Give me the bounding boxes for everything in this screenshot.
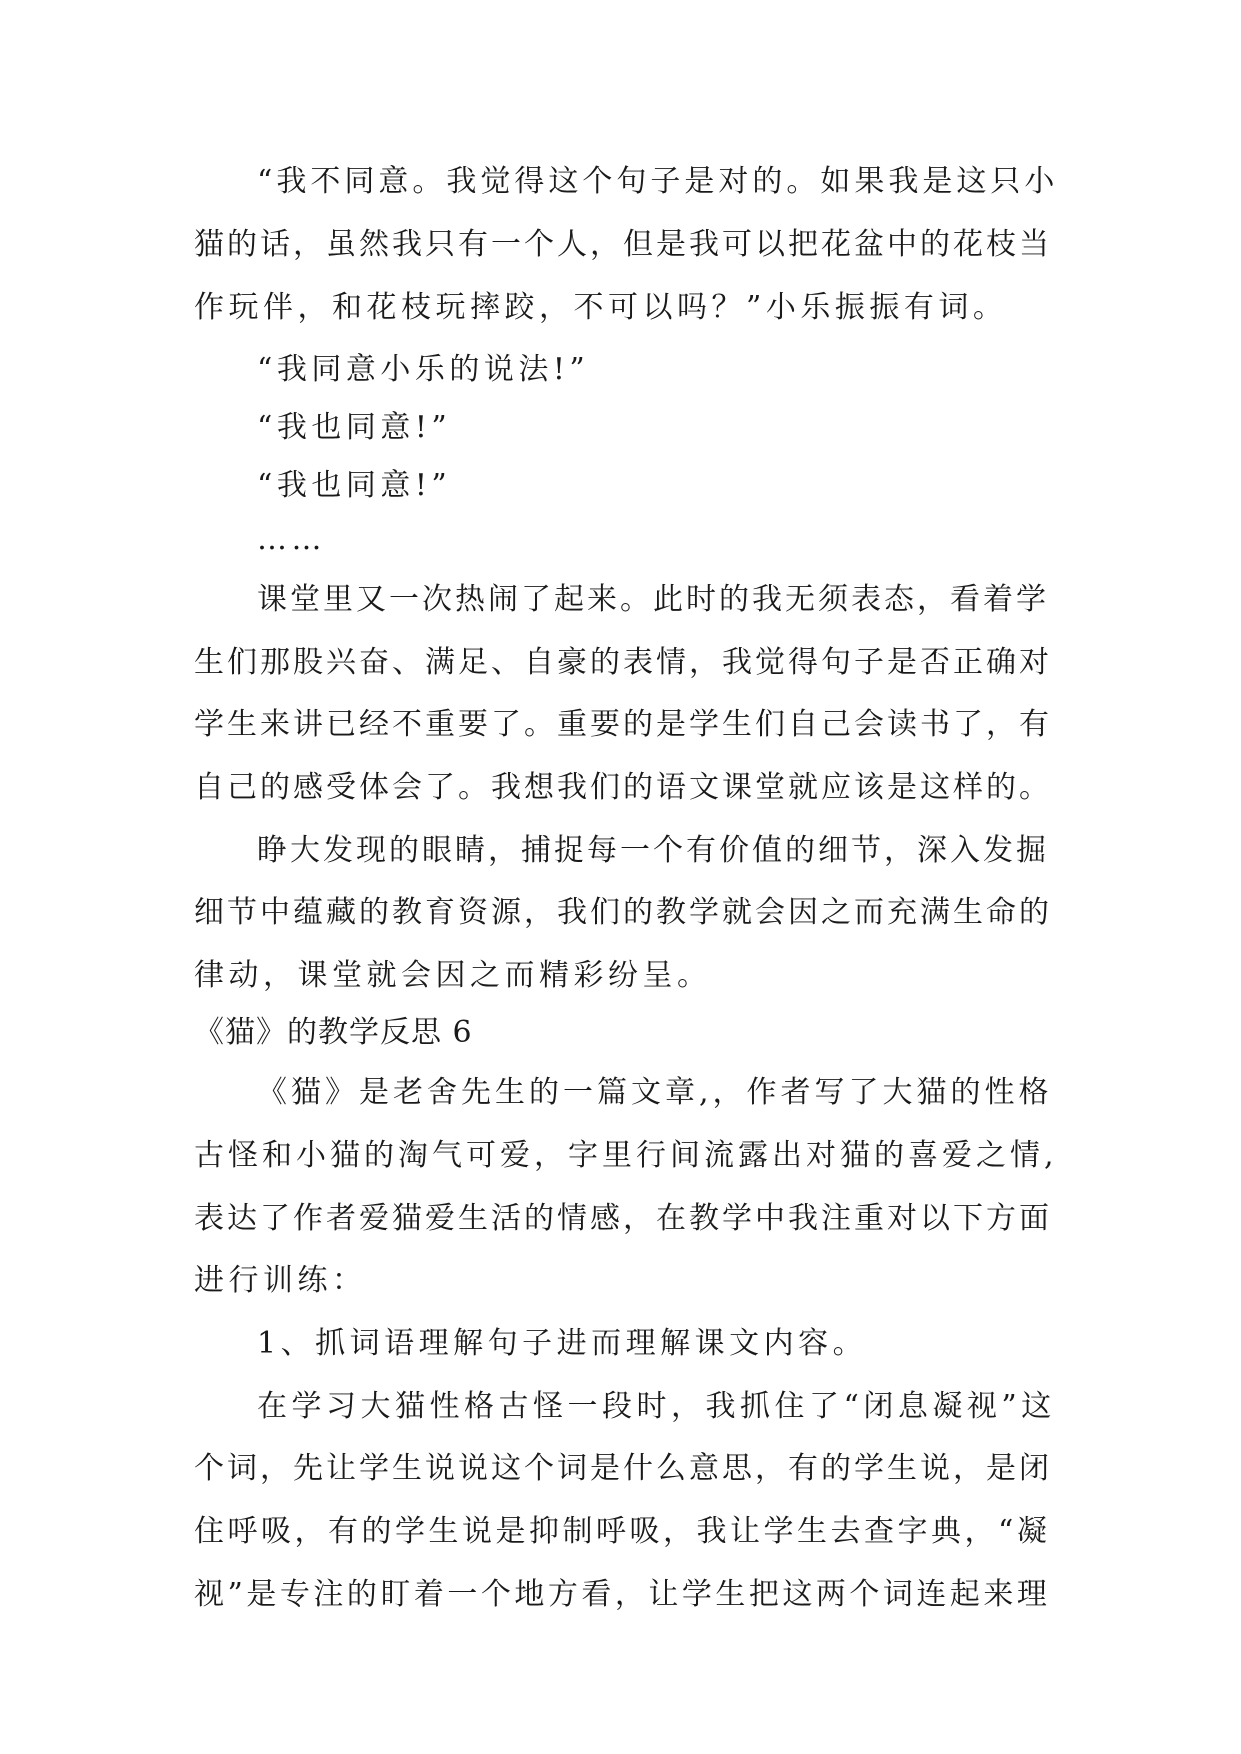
ellipsis-line: ……: [257, 522, 326, 557]
paragraph-line: 学生来讲已经不重要了。重要的是学生们自己会读书了，有: [194, 707, 1052, 742]
paragraph-line: 个词，先让学生说说这个词是什么意思，有的学生说，是闭: [194, 1451, 1052, 1486]
paragraph-line: 表达了作者爱猫爱生活的情感，在教学中我注重对以下方面: [194, 1201, 1052, 1236]
dialogue-line: “我也同意!”: [257, 410, 452, 445]
paragraph-line: 生们那股兴奋、满足、自豪的表情，我觉得句子是否正确对: [194, 645, 1052, 680]
dialogue-line: “我同意小乐的说法!”: [257, 352, 590, 387]
paragraph-line: 猫的话，虽然我只有一个人，但是我可以把花盆中的花枝当: [194, 227, 1052, 262]
paragraph-line: 视”是专注的盯着一个地方看，让学生把这两个词连起来理: [194, 1577, 1051, 1612]
paragraph-line: 在学习大猫性格古怪一段时，我抓住了“闭息凝视”这: [257, 1389, 1056, 1424]
paragraph-line: 古怪和小猫的淘气可爱，字里行间流露出对猫的喜爱之情,: [194, 1138, 1058, 1173]
dialogue-line: “我也同意!”: [257, 468, 452, 503]
paragraph-line: “我不同意。我觉得这个句子是对的。如果我是这只小: [257, 164, 1059, 199]
paragraph-line: 《猫》是老舍先生的一篇文章,，作者写了大猫的性格: [257, 1075, 1053, 1110]
paragraph-line: 细节中蕴藏的教育资源，我们的教学就会因之而充满生命的: [194, 895, 1052, 930]
paragraph-line: 睁大发现的眼睛，捕捉每一个有价值的细节，深入发掘: [257, 833, 1049, 868]
paragraph-line: 住呼吸，有的学生说是抑制呼吸，我让学生去查字典，“凝: [194, 1514, 1051, 1549]
list-item: 1、抓词语理解句子进而理解课文内容。: [257, 1326, 868, 1361]
paragraph-line: 律动，课堂就会因之而精彩纷呈。: [194, 958, 712, 993]
paragraph-line: 课堂里又一次热闹了起来。此时的我无须表态，看着学: [257, 582, 1049, 617]
section-heading: 《猫》的教学反思 6: [194, 1015, 473, 1050]
paragraph-line: 进行训练：: [194, 1263, 367, 1298]
paragraph-line: 作玩伴，和花枝玩摔跤，不可以吗？”小乐振振有词。: [194, 290, 1008, 325]
paragraph-line: 自己的感受体会了。我想我们的语文课堂就应该是这样的。: [194, 770, 1052, 805]
